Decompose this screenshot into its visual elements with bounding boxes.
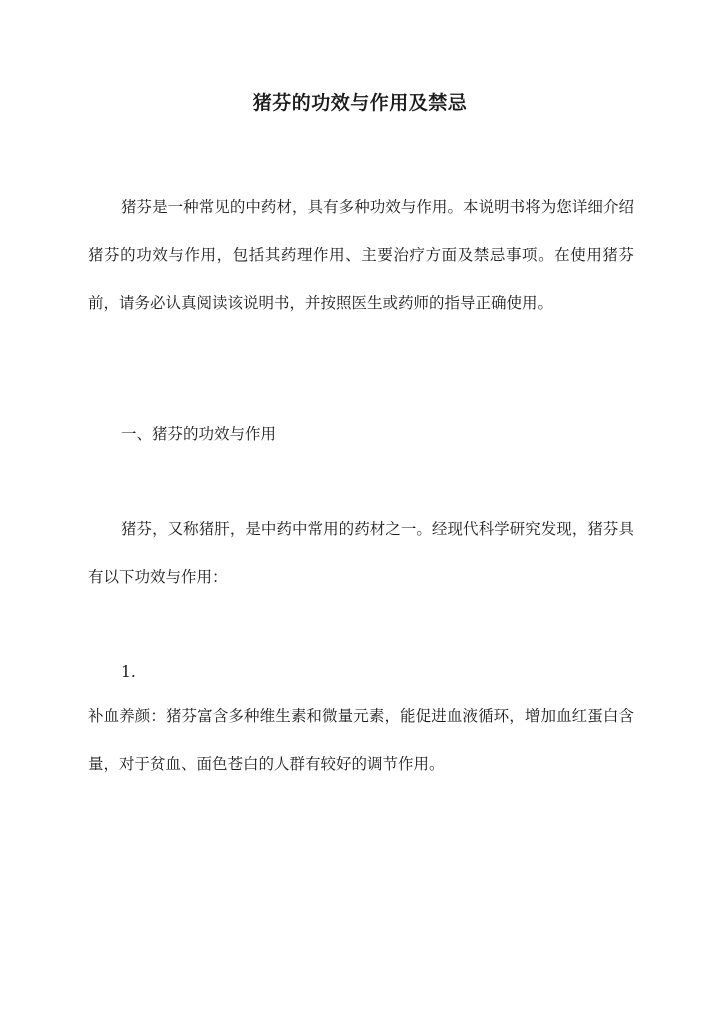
intro-paragraph: 猪芬是一种常见的中药材，具有多种功效与作用。本说明书将为您详细介绍猪芬的功效与作用，包括其药理作用、主要治疗方面及禁忌事项。在使用猪芬前，请务必认真阅读该说明书，并按照医生或药师的指导正确使用。 (88, 198, 634, 312)
section-heading: 一、猪芬的功效与作用 (121, 425, 277, 443)
document-title: 猪芬的功效与作用及禁忌 (252, 92, 468, 114)
section-intro-paragraph: 猪芬，又称猪肝，是中药中常用的药材之一。经现代科学研究发现，猪芬具有以下功效与作用： (88, 520, 634, 586)
list-item-text: 补血养颜：猪芬富含多种维生素和微量元素，能促进血液循环，增加血红蛋白含量，对于贫血、面色苍白的人群有较好的调节作用。 (88, 707, 634, 773)
list-item-number: 1. (121, 663, 136, 681)
